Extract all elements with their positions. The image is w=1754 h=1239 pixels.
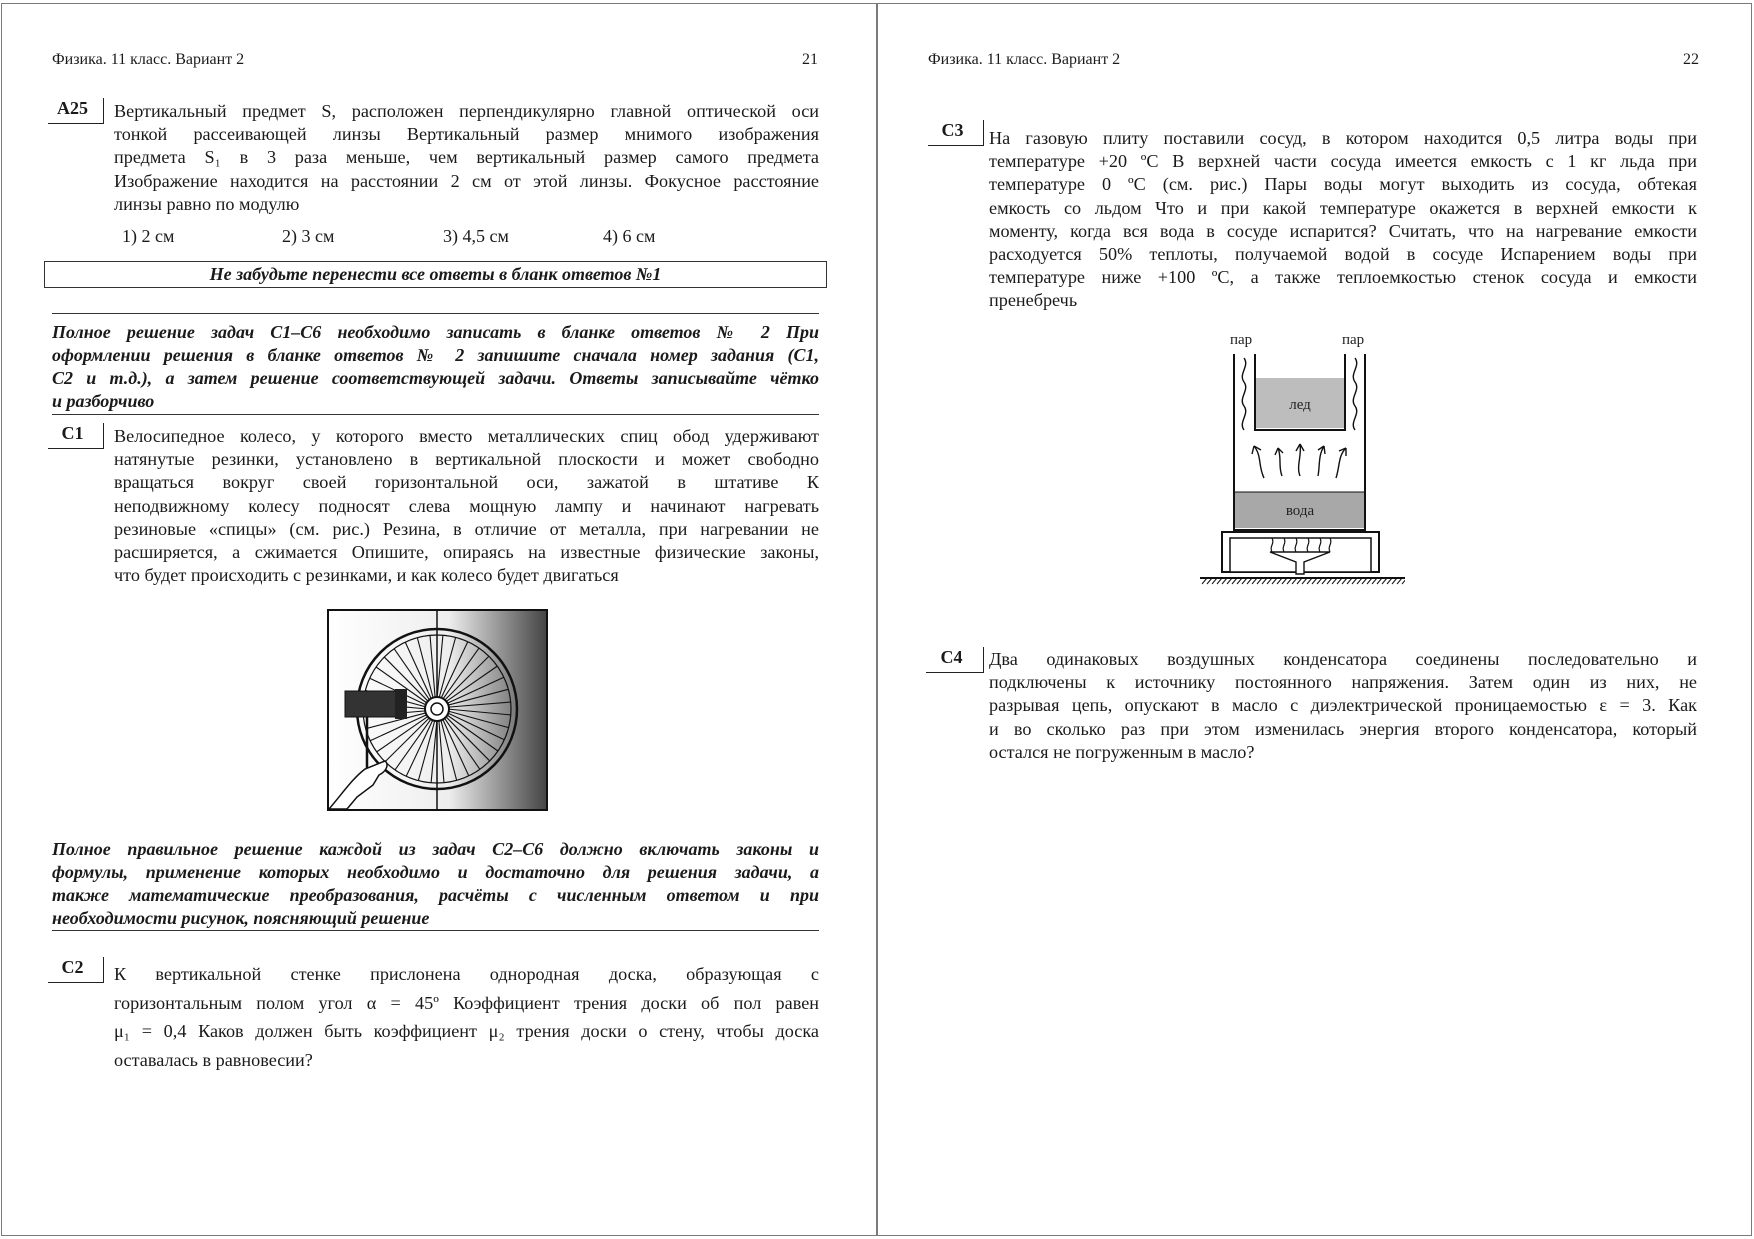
notice-line: и разборчиво (52, 391, 155, 411)
text-line: что будет происходить с резинками, и как колесо будет двигаться (114, 565, 619, 586)
text-line: горизонтальным полом угол α = 45º Коэффициент трения доски об пол равен (114, 992, 819, 1013)
text-line: неподвижному колесу подносят слева мощную лампу и начинают нагревать (114, 495, 819, 516)
answer-option-2: 2) 3 см (282, 226, 335, 246)
text-line: резиновые «спицы» (см. рис.) Резина, в отличие от металла, при нагревании не (114, 518, 819, 539)
task-c4-text (989, 648, 1697, 764)
wheel-lamp-figure (327, 609, 548, 811)
task-label-c1: C1 (48, 423, 104, 449)
answer-option-3: 3) 4,5 см (443, 226, 509, 246)
notice-line: С2 и т.д.), а затем решение соответствующей задачи. Ответы записывайте чётко (52, 368, 819, 388)
notice-line: Полное правильное решение каждой из задач С2–С6 должно включать законы и (52, 839, 819, 859)
left-page (1, 3, 877, 1236)
solution-note-1 (52, 321, 819, 413)
text-line: остался не погруженным в масло? (989, 741, 1255, 762)
notice-line: Полное решение задач С1–С6 необходимо записать в бланке ответов № 2 При (52, 322, 819, 342)
task-c2-text (114, 960, 819, 1074)
text-line: подключены к источнику постоянного напряжения. Затем один из них, не (989, 672, 1697, 693)
page-header-title: Физика. 11 класс. Вариант 2 (928, 51, 1121, 68)
water-label: вода (1285, 503, 1315, 519)
text-line: температуре +20 ºC В верхней части сосуда имеется емкость с 1 кг льда при (989, 151, 1697, 172)
answer-option-1: 1) 2 см (122, 226, 175, 246)
task-c3-text (989, 127, 1697, 313)
steam-arrows (1252, 444, 1346, 478)
text-line: На газовую плиту поставили сосуд, в котором находится 0,5 литра воды при (989, 128, 1697, 148)
text-line: μ₁ = 0,4 Каков должен быть коэффициент μ₂ трения доски о стену, чтобы доска (114, 1021, 819, 1041)
text-line: емкость со льдом Что и при какой температуре окажется в верхней емкости к (989, 197, 1697, 218)
text-line: температуре 0 ºC (см. рис.) Пары воды могут выходить из сосуда, обтекая (989, 174, 1697, 195)
page-number: 21 (802, 51, 818, 68)
steam-label-left: пар (1230, 332, 1253, 348)
text-line: натянутые резинки, установлено в вертикальной плоскости и может свободно (114, 449, 819, 470)
text-line: расширяется, а сжимается Опишите, опираясь на известные физические законы, (114, 542, 819, 563)
text-line: расходуется 50% теплоты, получаемой водой в сосуде Испарением воды при (989, 244, 1697, 265)
notice-line: оформлении решения в бланке ответов № 2 запишите сначала номер задания (С1, (52, 345, 819, 365)
notice-line: также математические преобразования, расчёты с численным ответом и при (52, 885, 819, 905)
task-label-c3: C3 (928, 120, 984, 146)
text-line: температуре ниже +100 ºC, а также теплоемкостью стенок сосуда и емкости (989, 267, 1697, 288)
right-page (877, 3, 1752, 1236)
text-line: предмета S₁ в 3 раза меньше, чем вертикальный размер самого предмета (114, 147, 819, 168)
task-label-c4: C4 (926, 647, 984, 673)
text-line: и во сколько раз при этом изменилась энергия второго конденсатора, который (989, 718, 1697, 739)
steam-label-right: пар (1342, 332, 1365, 348)
task-a25-text (114, 100, 819, 216)
text-line: К вертикальной стенке прислонена однородная доска, образующая с (114, 964, 819, 984)
divider (52, 930, 819, 931)
text-line: тонкой рассеивающей линзы Вертикальный размер мнимого изображения (114, 124, 819, 145)
divider (52, 313, 819, 314)
text-line: Два одинаковых воздушных конденсатора соединены последовательно и (989, 649, 1697, 669)
page-number: 22 (1683, 51, 1699, 68)
boiling-vessel-figure (1200, 326, 1405, 586)
answers-transfer-note: Не забудьте перенести все ответы в бланк ответов №1 (44, 261, 827, 288)
answer-option-4: 4) 6 см (603, 226, 656, 246)
task-label-c2: C2 (48, 957, 104, 983)
text-line: Изображение находится на расстоянии 2 см от этой линзы. Фокусное расстояние (114, 170, 819, 191)
text-line: линзы равно по модулю (114, 193, 300, 214)
text-line: оставалась в равновесии? (114, 1049, 313, 1070)
text-line: моменту, когда вся вода в сосуде испарится? Считать, что на нагревание емкости (989, 220, 1697, 241)
ice-label: лед (1289, 397, 1311, 413)
text-line: вращаться вокруг своей горизонтальной оси, зажатой в штативе К (114, 472, 819, 493)
page-header-title: Физика. 11 класс. Вариант 2 (52, 51, 245, 68)
text-line: разрывая цепь, опускают в масло с диэлектрической проницаемостью ε = 3. Как (989, 695, 1697, 716)
text-line: пренебречь (989, 290, 1078, 311)
text-line: Велосипедное колесо, у которого вместо металлических спиц обод удерживают (114, 426, 819, 446)
notice-line: необходимости рисунок, поясняющий решение (52, 908, 430, 928)
task-label-a25: A25 (48, 98, 104, 124)
task-c1-text (114, 425, 819, 587)
text-line: Вертикальный предмет S, расположен перпендикулярно главной оптической оси (114, 101, 819, 121)
solution-note-2 (52, 838, 819, 930)
divider (52, 414, 819, 415)
notice-line: формулы, применение которых необходимо и достаточно для решения задачи, а (52, 862, 819, 882)
